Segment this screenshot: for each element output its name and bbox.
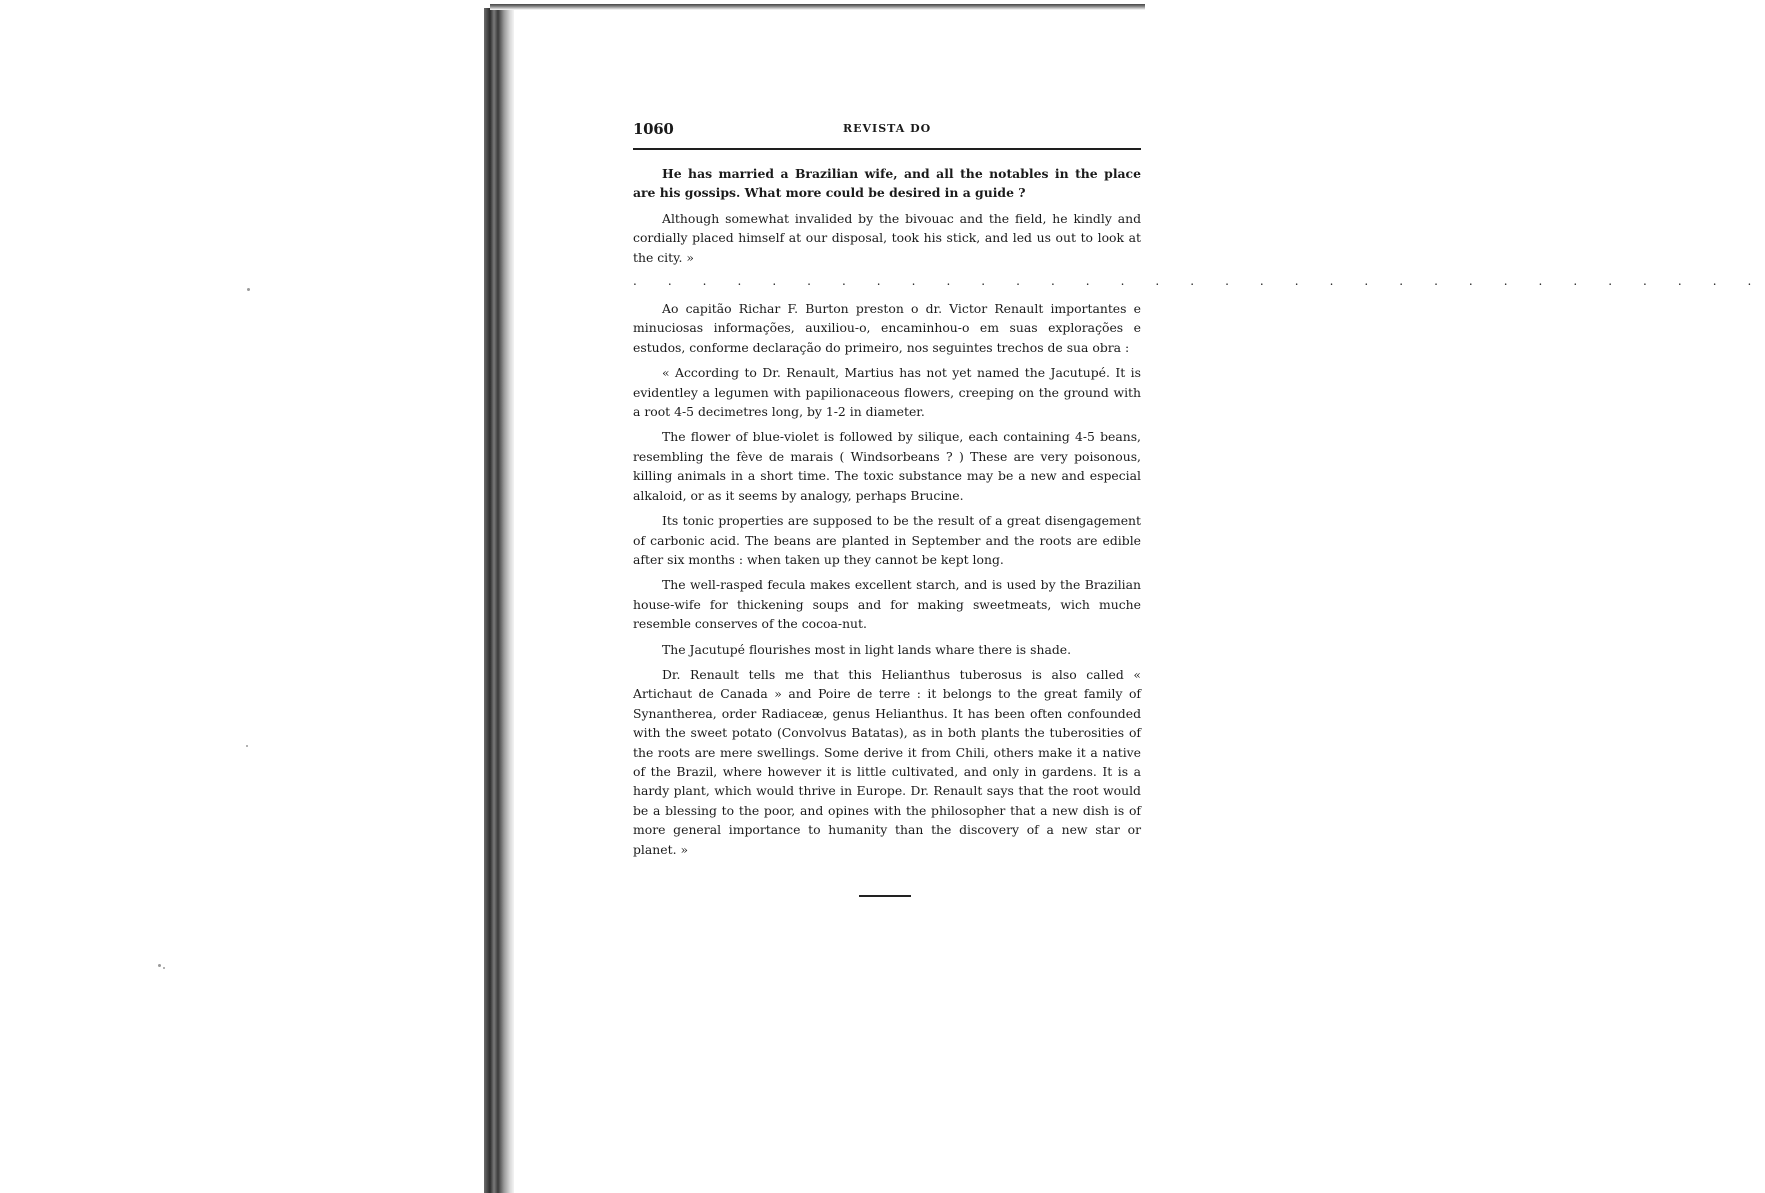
paragraph: The flower of blue-violet is followed by silique, each containing 4-5 beans, resembling the fève de marais ( Windsorbeans ? ) These are very poisonous, killing animals in a short time. The toxic substance may be a new and especial alkaloid, or as it seems by analogy, perhaps Brucine. <box>633 429 1141 503</box>
book-gutter-shadow <box>484 8 514 1193</box>
paragraph: Dr. Renault tells me that this Helianthus tuberosus is also called « Artichaut de Canada » and Poire de terre : it belongs to the great family of Synantherea, order Radiaceæ, genus Helianthus. It has been often confounded with the sweet potato (Convolvus Batatas), as in both plants the tuberosities of the roots are mere swellings. Some derive it from Chili, others make it a native of the Brazil, where however it is little cultivated, and only in gardens. It is a hardy plant, which would thrive in Europe. Dr. Renault says that the root would be a blessing to the poor, and opines with the philosopher that a new dish is of more general importance to humanity than the discovery of a new star or planet. » <box>633 666 1141 857</box>
right-page <box>514 10 1765 1193</box>
paragraph: The Jacutupé flourishes most in light lands whare there is shade. <box>662 641 1072 657</box>
paragraph: Although somewhat invalided by the bivouac and the field, he kindly and cordially placed himself at our disposal, took his stick, and led us out to look at the city. » <box>633 210 1141 265</box>
paragraph: The well-rasped fecula makes excellent starch, and is used by the Brazilian house-wife for thickening soups and for making sweetmeats, wich muche resemble conserves of the cocoa-nut. <box>633 577 1141 632</box>
paper-speck <box>247 288 250 291</box>
paragraph: He has married a Brazilian wife, and all the notables in the place are his gossips. What more could be desired in a guide ? <box>633 166 1141 201</box>
ellipsis-divider: . . . . . . . . . . . . . . . . . . . . . . . . . . . . . . . . . <box>633 274 1765 289</box>
end-rule <box>859 895 911 897</box>
left-blank-page <box>0 0 484 1193</box>
paragraph: « According to Dr. Renault, Martius has not yet named the Jacutupé. It is evidentley a legumen with papilionaceous flowers, creeping on the ground with a root 4-5 decimetres long, by 1-2 in diameter. <box>633 365 1141 420</box>
header-rule <box>633 148 1141 150</box>
running-head: REVISTA DO <box>843 122 932 135</box>
page-content <box>633 120 1765 897</box>
paper-speck <box>163 967 165 969</box>
paper-speck <box>158 964 161 967</box>
paragraph: Its tonic properties are supposed to be the result of a great disengagement of carbonic acid. The beans are planted in September and the roots are edible after six months : when taken up they cannot be kept long. <box>633 513 1141 567</box>
page-header <box>633 120 1141 142</box>
page-number: 1060 <box>633 120 674 138</box>
paragraph: Ao capitão Richar F. Burton preston o dr. Victor Renault importantes e minuciosas informações, auxiliou-o, encaminhou-o em suas explorações e estudos, conforme declaração do primeiro, nos seguintes trechos de sua obra : <box>633 301 1141 355</box>
paper-speck <box>246 745 248 747</box>
